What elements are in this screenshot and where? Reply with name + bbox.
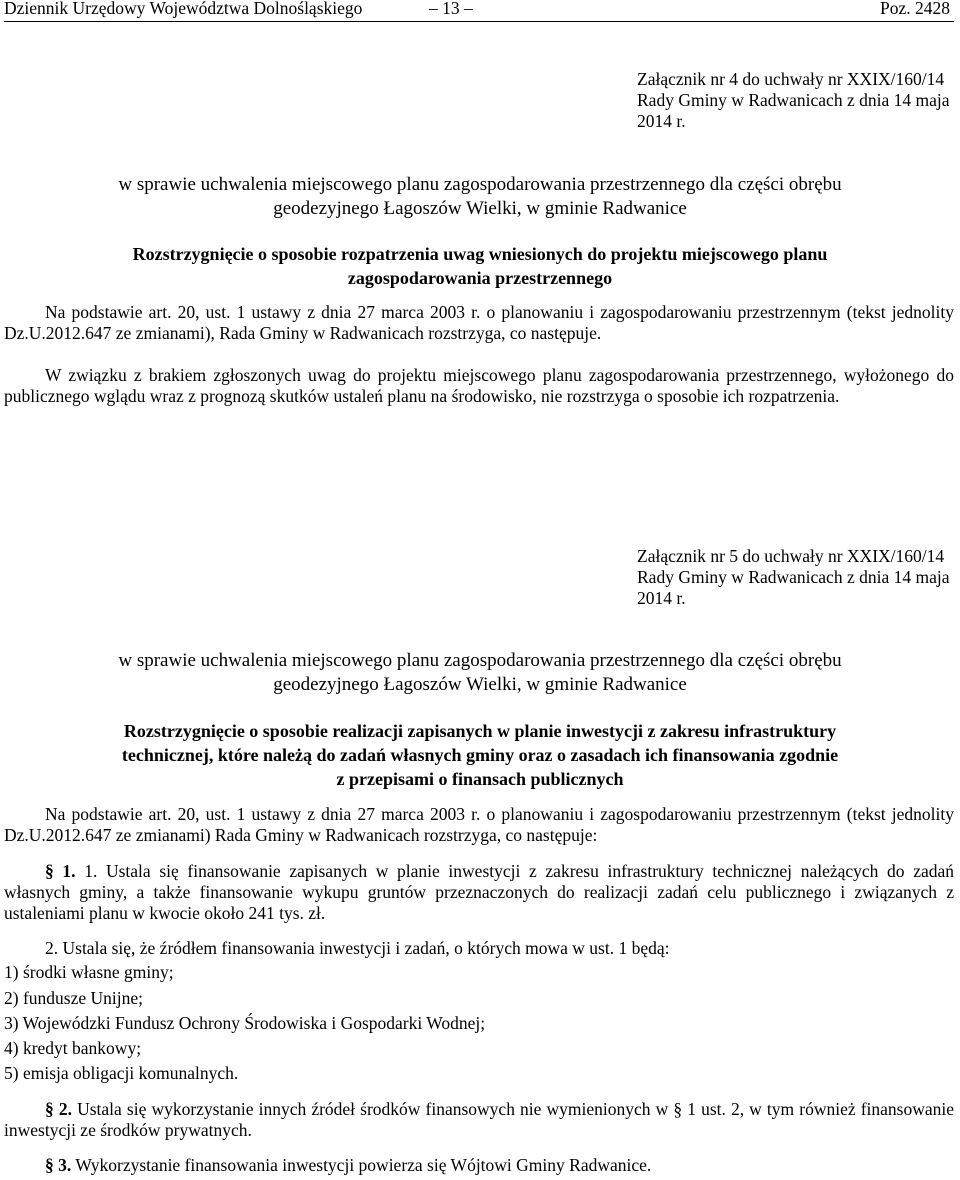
list-item: 3) Wojewódzki Fundusz Ochrony Środowiska i Gospodarki Wodnej; (4, 1013, 486, 1033)
annex-4-reference (637, 69, 955, 132)
heading-line: technicznej, które należą do zadań własnych gminy oraz o zasadach ich finansowania zgodnie (121, 745, 839, 765)
section-2-title (0, 649, 960, 697)
section-1-paragraph-1: Na podstawie art. 20, ust. 1 ustawy z dnia 27 marca 2003 r. o planowaniu i zagospodarowaniu przestrzennym (tekst jednolity Dz.U.2012.647 ze zmianami), Rada Gminy w Radwanicach rozstrzyga, co następuje. (4, 302, 954, 343)
section-mark: § 2. (45, 1099, 72, 1119)
section-text: 1. Ustala się finansowanie zapisanych w planie inwestycji z zakresu infrastruktury technicznej należących do zadań własnych gminy, a także finansowanie wykupu gruntów przeznaczonych do realizacji zadań celu publicznego i związanych z ustaleniami planu w kwocie około 241 tys. zł. (4, 861, 955, 923)
title-line: geodezyjnego Łagoszów Wielki, w gminie Radwanice (273, 198, 687, 219)
paragraph-section-1-item-2: 2. Ustala się, że źródłem finansowania inwestycji i zadań, o których mowa w ust. 1 będą: (45, 938, 670, 958)
position-number: Poz. 2428 (880, 0, 950, 18)
paragraph-section-2 (4, 1099, 954, 1141)
section-mark: § 1. (45, 861, 76, 881)
heading-line: z przepisami o finansach publicznych (336, 769, 624, 789)
section-text: Wykorzystanie finansowania inwestycji powierza się Wójtowi Gminy Radwanice. (75, 1155, 652, 1175)
paragraph-section-3 (4, 1155, 954, 1176)
section-1-paragraph-2: W związku z brakiem zgłoszonych uwag do projektu miejscowego planu zagospodarowania przestrzennego, wyłożonego do publicznego wglądu wraz z prognozą skutków ustaleń planu na środowisko, nie rozstrzyga o sposobie ich rozpatrzenia. (4, 365, 954, 406)
annex-line: 2014 r. (637, 588, 686, 608)
section-2-heading (0, 719, 960, 791)
title-line: w sprawie uchwalenia miejscowego planu zagospodarowania przestrzennego dla części obrębu (118, 650, 842, 671)
title-line: w sprawie uchwalenia miejscowego planu zagospodarowania przestrzennego dla części obrębu (118, 174, 842, 195)
list-item: 1) środki własne gminy; (4, 962, 174, 982)
header-rule (4, 21, 954, 22)
annex-line: 2014 r. (637, 111, 686, 131)
paragraph-section-1 (4, 861, 954, 924)
list-item: 4) kredyt bankowy; (4, 1038, 142, 1058)
heading-line: Rozstrzygnięcie o sposobie rozpatrzenia uwag wniesionych do projektu miejscowego planu (132, 244, 828, 264)
heading-line: Rozstrzygnięcie o sposobie realizacji zapisanych w planie inwestycji z zakresu infrastruktury (123, 721, 837, 741)
page-number: – 13 – (429, 0, 473, 18)
title-line: geodezyjnego Łagoszów Wielki, w gminie Radwanice (273, 674, 687, 695)
annex-line: Rady Gminy w Radwanicach z dnia 14 maja (637, 90, 950, 110)
list-item: 5) emisja obligacji komunalnych. (4, 1063, 239, 1083)
journal-title: Dziennik Urzędowy Województwa Dolnośląskiego (4, 0, 363, 18)
section-1-title (0, 173, 960, 221)
annex-line: Załącznik nr 4 do uchwały nr XXIX/160/14 (637, 69, 945, 89)
section-text: Ustala się wykorzystanie innych źródeł środków finansowych nie wymienionych w § 1 ust. 2, w tym również finansowanie inwestycji ze środków prywatnych. (4, 1099, 955, 1140)
section-mark: § 3. (45, 1155, 72, 1175)
page-header (4, 0, 954, 18)
annex-line: Rady Gminy w Radwanicach z dnia 14 maja (637, 567, 950, 587)
annex-5-reference (637, 546, 955, 609)
list-item: 2) fundusze Unijne; (4, 988, 143, 1008)
section-1-heading (0, 242, 960, 290)
annex-line: Załącznik nr 5 do uchwały nr XXIX/160/14 (637, 546, 945, 566)
heading-line: zagospodarowania przestrzennego (347, 268, 613, 288)
section-2-paragraph-1: Na podstawie art. 20, ust. 1 ustawy z dnia 27 marca 2003 r. o planowaniu i zagospodarowaniu przestrzennym (tekst jednolity Dz.U.2012.647 ze zmianami) Rada Gminy w Radwanicach rozstrzyga, co następuje: (4, 804, 954, 845)
